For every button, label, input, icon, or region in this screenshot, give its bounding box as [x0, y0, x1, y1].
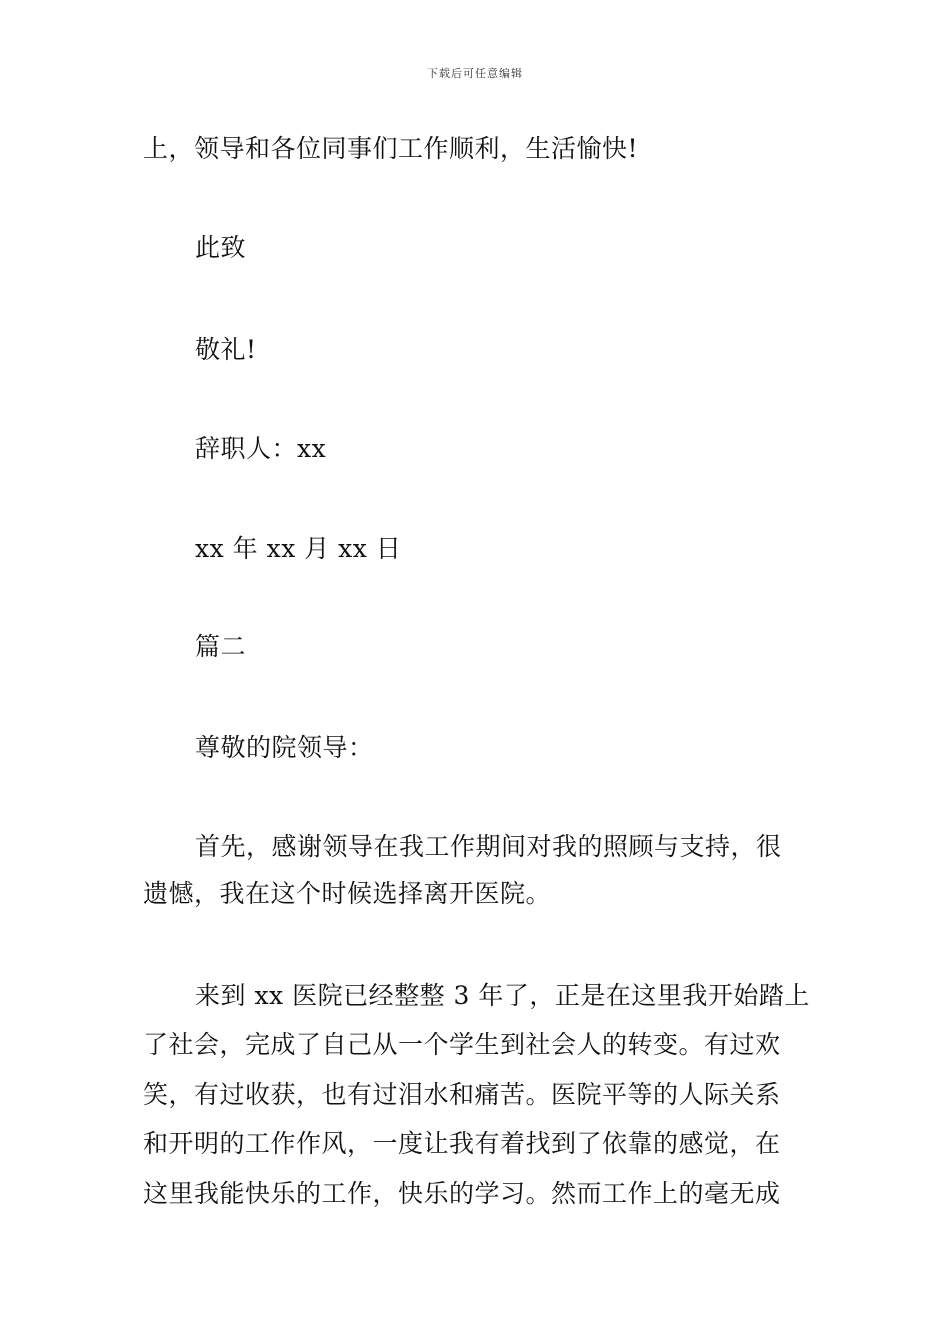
paragraph-line: 来到 xx 医院已经整整 3 年了，正是在这里我开始踏上 — [195, 981, 810, 1010]
paragraph-line: 笑，有过收获，也有过泪水和痛苦。医院平等的人际关系 — [143, 1080, 781, 1109]
paragraph-line: 首先，感谢领导在我工作期间对我的照顾与支持，很 — [195, 832, 782, 861]
section-title: 篇二 — [195, 632, 247, 661]
paragraph-line: 和开明的工作作风，一度让我有着找到了依靠的感觉，在 — [143, 1129, 781, 1158]
closing-line: 此致 — [195, 233, 247, 262]
paragraph-line: 这里我能快乐的工作，快乐的学习。然而工作上的毫无成 — [143, 1179, 781, 1208]
signer-line: 辞职人：xx — [195, 434, 327, 463]
date-line: xx 年 xx 月 xx 日 — [195, 534, 402, 563]
salutation: 尊敬的院领导： — [195, 733, 374, 762]
body-line: 上，领导和各位同事们工作顺利，生活愉快! — [143, 134, 639, 163]
page-header: 下载后可任意编辑 — [427, 67, 523, 80]
paragraph-line: 遗憾，我在这个时候选择离开医院。 — [143, 879, 552, 908]
closing-line: 敬礼! — [195, 335, 257, 364]
paragraph-line: 了社会，完成了自己从一个学生到社会人的转变。有过欢 — [143, 1030, 781, 1059]
